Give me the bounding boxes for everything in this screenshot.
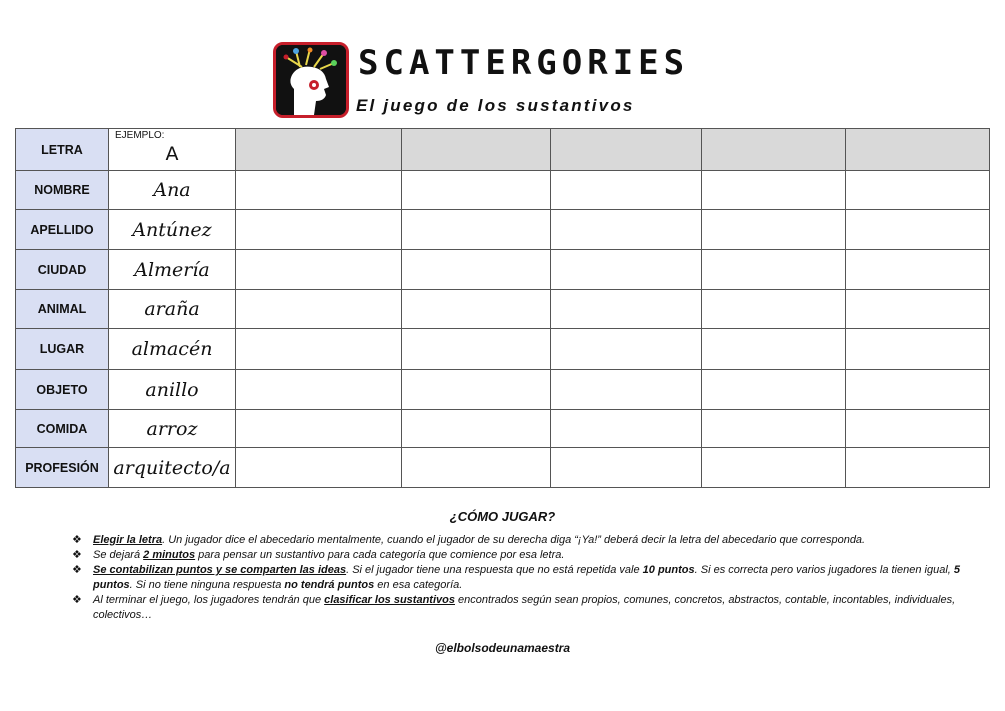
diamond-bullet-icon: ❖	[72, 534, 82, 546]
answer-cell[interactable]	[402, 448, 551, 488]
answer-cell[interactable]	[702, 250, 846, 290]
head-fireworks-icon	[276, 45, 346, 115]
answer-cell[interactable]	[236, 290, 402, 329]
diamond-bullet-icon: ❖	[72, 549, 82, 561]
answer-cell[interactable]	[702, 329, 846, 370]
example-word: arroz	[146, 417, 198, 440]
row-label: NOMBRE	[16, 171, 109, 210]
answer-cell[interactable]	[236, 210, 402, 250]
answer-cell[interactable]	[551, 370, 702, 410]
row-label: APELLIDO	[16, 210, 109, 250]
table-row-animal	[16, 290, 990, 329]
answer-cell[interactable]	[236, 171, 402, 210]
rule-emphasis: 10 puntos	[642, 564, 695, 576]
answer-cell[interactable]	[846, 171, 990, 210]
answer-cell[interactable]	[551, 129, 702, 171]
answer-cell[interactable]	[846, 448, 990, 488]
answer-cell[interactable]	[702, 129, 846, 171]
example-word: araña	[144, 298, 200, 320]
table-row-comida	[16, 410, 990, 448]
answer-cell[interactable]	[236, 250, 402, 290]
rule-text: Se dejará	[93, 549, 144, 561]
rule-emphasis: no tendrá puntos	[284, 579, 375, 591]
answer-cell[interactable]	[236, 329, 402, 370]
how-to-play-title: ¿CÓMO JUGAR?	[449, 509, 556, 524]
rule-keyword: Elegir la letra	[93, 534, 163, 546]
rule-item	[70, 533, 965, 548]
example-label: EJEMPLO:	[115, 130, 165, 141]
answer-cell[interactable]	[702, 370, 846, 410]
answer-cell[interactable]	[551, 250, 702, 290]
example-word: anillo	[145, 378, 199, 401]
row-label: CIUDAD	[16, 250, 109, 290]
answer-cell[interactable]	[702, 210, 846, 250]
page-title: SCATTERGORIES	[358, 43, 690, 83]
rule-text: encontrados según sean propios, comunes, concretos, abstractos, contable, incontables, individuales, colectivos…	[93, 594, 956, 621]
page-subtitle: El juego de los sustantivos	[356, 96, 635, 115]
example-word: almacén	[131, 338, 213, 360]
example-cell	[109, 370, 236, 410]
rule-text: en esa categoría.	[374, 579, 463, 591]
rule-keyword: 2 minutos	[143, 549, 196, 561]
answer-cell[interactable]	[551, 448, 702, 488]
example-word: Almería	[134, 258, 210, 281]
answer-cell[interactable]	[402, 329, 551, 370]
answer-cell[interactable]	[402, 171, 551, 210]
scattergories-logo	[273, 42, 349, 118]
answer-cell[interactable]	[702, 290, 846, 329]
row-label: PROFESIÓN	[16, 448, 109, 488]
rule-emphasis: 5 puntos	[93, 564, 961, 591]
row-label: COMIDA	[16, 410, 109, 448]
answer-cell[interactable]	[846, 129, 990, 171]
answer-cell[interactable]	[846, 210, 990, 250]
rule-item	[70, 548, 965, 563]
rule-item	[70, 563, 965, 593]
answer-cell[interactable]	[236, 129, 402, 171]
rules-list	[70, 533, 965, 623]
answer-cell[interactable]	[846, 370, 990, 410]
example-word: Antúnez	[132, 218, 212, 241]
answer-cell[interactable]	[551, 171, 702, 210]
answer-cell[interactable]	[236, 410, 402, 448]
table-row-apellido	[16, 210, 990, 250]
rule-item	[70, 593, 965, 623]
answer-cell[interactable]	[551, 290, 702, 329]
example-cell	[109, 329, 236, 370]
answer-cell[interactable]	[702, 410, 846, 448]
answer-cell[interactable]	[551, 210, 702, 250]
table-row-objeto	[16, 370, 990, 410]
author-handle: @elbolsodeunamaestra	[434, 641, 571, 655]
table-row-profesion	[16, 448, 990, 488]
answer-cell[interactable]	[846, 410, 990, 448]
answer-cell[interactable]	[551, 329, 702, 370]
table-row-letra	[16, 129, 990, 171]
table-row-lugar	[16, 329, 990, 370]
answer-cell[interactable]	[402, 410, 551, 448]
rule-keyword: Se contabilizan puntos y se comparten las ideas	[93, 564, 347, 576]
answer-cell[interactable]	[702, 448, 846, 488]
scattergories-table	[15, 128, 990, 488]
example-cell	[109, 410, 236, 448]
example-cell	[109, 448, 236, 488]
table-row-ciudad	[16, 250, 990, 290]
rule-text: Al terminar el juego, los jugadores tendrán que	[93, 594, 325, 606]
row-label: LUGAR	[16, 329, 109, 370]
example-cell	[109, 129, 236, 171]
example-cell	[109, 290, 236, 329]
answer-cell[interactable]	[702, 171, 846, 210]
answer-cell[interactable]	[236, 448, 402, 488]
answer-cell[interactable]	[236, 370, 402, 410]
answer-cell[interactable]	[402, 250, 551, 290]
row-label: OBJETO	[16, 370, 109, 410]
answer-cell[interactable]	[846, 290, 990, 329]
diamond-bullet-icon: ❖	[72, 564, 82, 576]
answer-cell[interactable]	[402, 210, 551, 250]
answer-cell[interactable]	[551, 410, 702, 448]
example-letter: A	[165, 143, 179, 165]
answer-cell[interactable]	[846, 250, 990, 290]
table-row-nombre	[16, 171, 990, 210]
rule-keyword: clasificar los sustantivos	[324, 594, 455, 606]
example-cell	[109, 171, 236, 210]
row-label: ANIMAL	[16, 290, 109, 329]
example-cell	[109, 210, 236, 250]
rule-text: para pensar un sustantivo para cada categoría que comience por esa letra.	[195, 549, 565, 561]
example-word: arquitecto/a	[113, 456, 231, 479]
rule-text: . Si el jugador tiene una respuesta que no está repetida vale	[346, 564, 643, 576]
diamond-bullet-icon: ❖	[72, 594, 82, 606]
answer-cell[interactable]	[402, 129, 551, 171]
rule-text: . Un jugador dice el abecedario mentalmente, cuando el jugador de su derecha diga “¡Ya!” deberá decir la letra del abecedario que corresponda.	[162, 534, 866, 546]
answer-cell[interactable]	[402, 290, 551, 329]
answer-cell[interactable]	[402, 370, 551, 410]
row-label: LETRA	[16, 129, 109, 171]
example-cell	[109, 250, 236, 290]
rule-text: . Si es correcta pero varios jugadores la tienen igual,	[694, 564, 954, 576]
rule-text: . Si no tiene ninguna respuesta	[129, 579, 285, 591]
example-word: Ana	[153, 179, 191, 201]
answer-cell[interactable]	[846, 329, 990, 370]
